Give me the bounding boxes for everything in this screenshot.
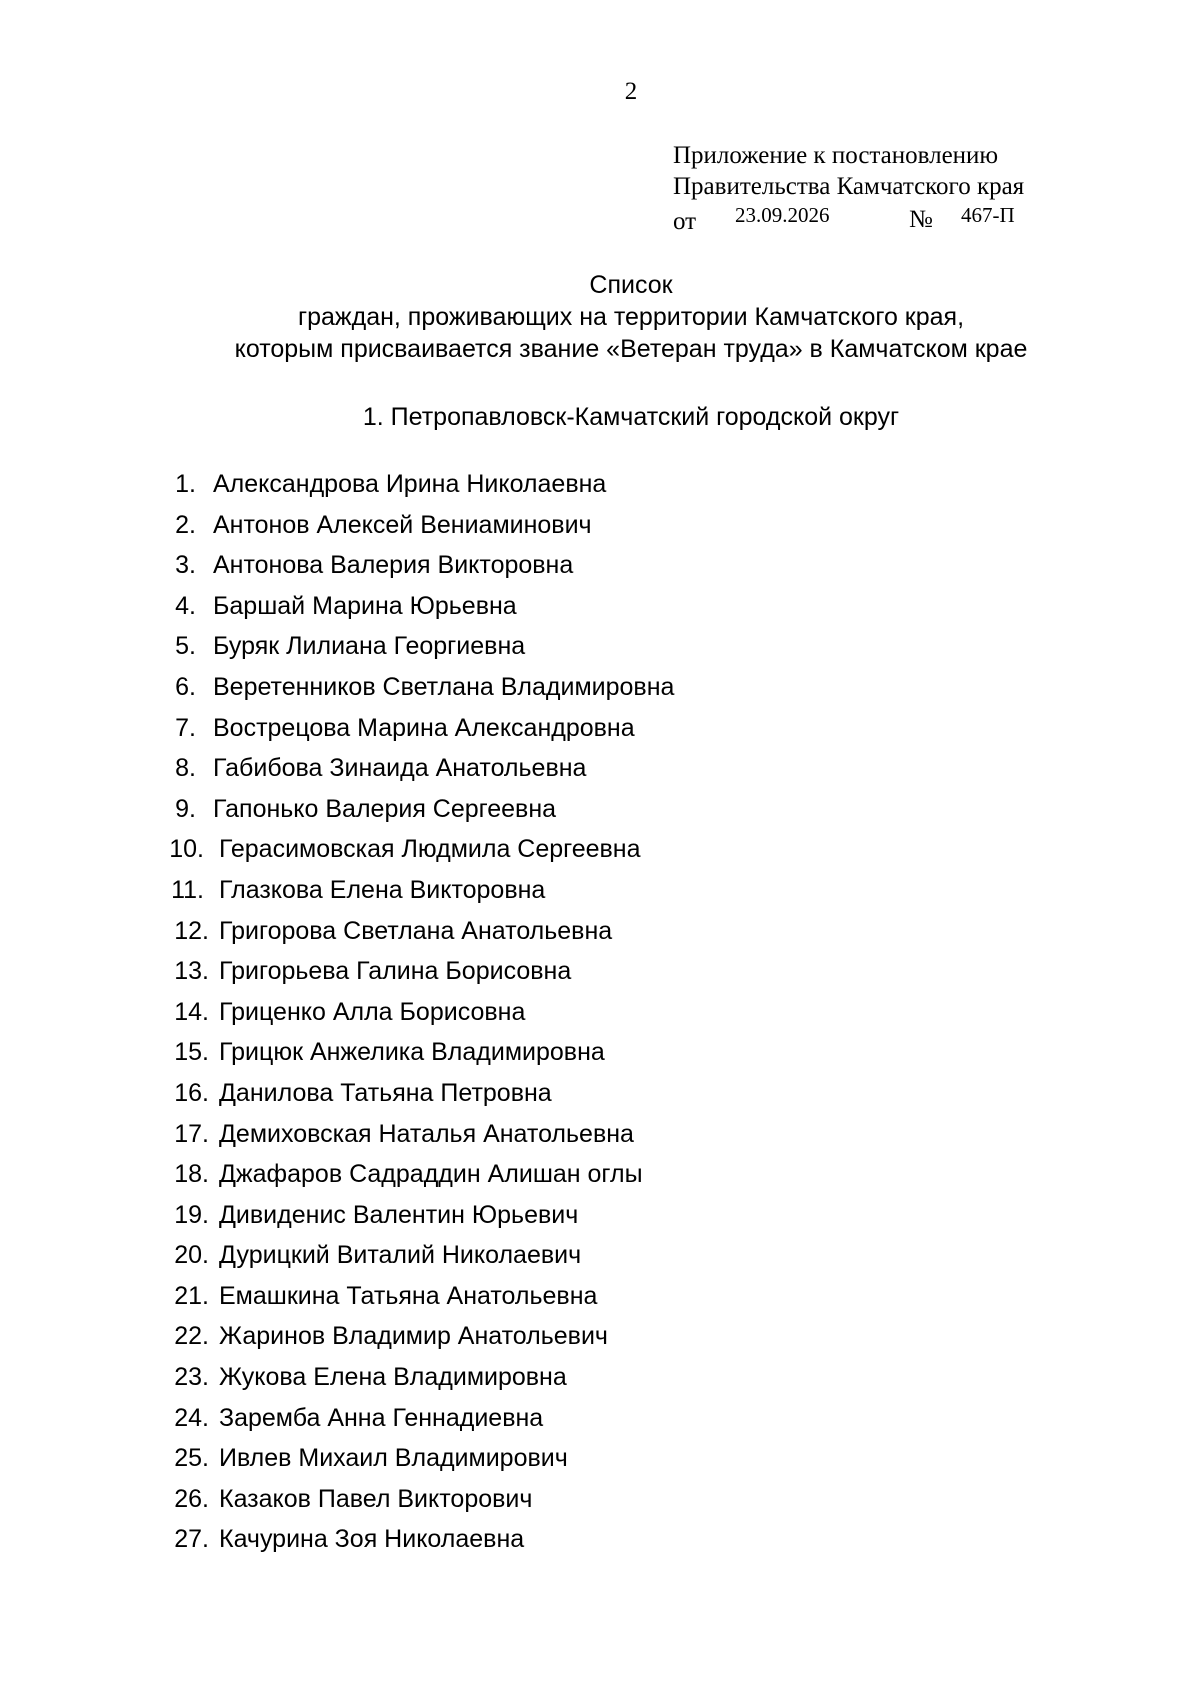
- title-line-3: которым присваивается звание «Ветеран труда» в Камчатском крае: [234, 335, 1028, 363]
- resolution-date: 23.09.2026: [735, 203, 830, 227]
- list-item-number: 16.: [174, 1078, 209, 1107]
- number-label: №: [909, 206, 933, 233]
- appendix-header: [673, 140, 1024, 233]
- list-item-name: Габибова Зинаида Анатольевна: [213, 754, 587, 783]
- list-item-number: 21.: [174, 1281, 209, 1310]
- list-item-number: 10.: [169, 835, 204, 864]
- list-item-number: 2.: [175, 510, 196, 539]
- list-item-name: Антонова Валерия Викторовна: [213, 551, 574, 580]
- list-item-number: 27.: [174, 1525, 209, 1554]
- list-item-number: 3.: [175, 551, 196, 580]
- list-item-name: Жукова Елена Владимировна: [219, 1363, 567, 1392]
- list-item-name: Демиховская Наталья Анатольевна: [219, 1119, 634, 1148]
- from-label: от: [673, 208, 697, 235]
- list-item-number: 12.: [174, 916, 209, 945]
- title-line-1: Список: [589, 271, 673, 299]
- document-title: [0, 269, 1200, 365]
- list-item-number: 14.: [174, 997, 209, 1026]
- list-item-name: Глазкова Елена Викторовна: [219, 875, 546, 904]
- list-item-number: 5.: [175, 632, 196, 661]
- page-number: 2: [624, 78, 638, 105]
- list-item-number: 7.: [175, 713, 196, 742]
- list-item-name: Гриценко Алла Борисовна: [219, 997, 526, 1026]
- list-item-name: Веретенников Светлана Владимировна: [213, 672, 675, 701]
- list-item-number: 15.: [174, 1038, 209, 1067]
- list-item-name: Антонов Алексей Вениаминович: [213, 510, 592, 539]
- list-item-name: Баршай Марина Юрьевна: [213, 591, 517, 620]
- list-item-name: Грицюк Анжелика Владимировна: [219, 1038, 605, 1067]
- list-item-number: 18.: [174, 1160, 209, 1189]
- list-item-name: Вострецова Марина Александровна: [213, 713, 635, 742]
- list-item-name: Качурина Зоя Николаевна: [219, 1525, 525, 1554]
- list-item-number: 26.: [174, 1484, 209, 1513]
- list-item-name: Джафаров Садраддин Алишан оглы: [219, 1160, 643, 1189]
- list-item-name: Гапонько Валерия Сергеевна: [213, 794, 557, 823]
- list-item-number: 25.: [174, 1444, 209, 1473]
- list-item-number: 11.: [171, 875, 204, 904]
- list-item-number: 20.: [174, 1241, 209, 1270]
- list-item-number: 13.: [174, 957, 209, 986]
- appendix-line-2: Правительства Камчатского края: [673, 173, 1025, 200]
- list-item-name: Заремба Анна Геннадиевна: [219, 1403, 544, 1432]
- list-item-number: 19.: [174, 1200, 209, 1229]
- list-item-number: 6.: [175, 672, 196, 701]
- list-item-number: 22.: [174, 1322, 209, 1351]
- list-item-name: Григорова Светлана Анатольевна: [219, 916, 613, 945]
- list-item-name: Герасимовская Людмила Сергеевна: [219, 835, 641, 864]
- list-item-name: Данилова Татьяна Петровна: [219, 1078, 552, 1107]
- list-item-name: Дивиденис Валентин Юрьевич: [219, 1200, 579, 1229]
- list-item-number: 23.: [174, 1363, 209, 1392]
- section-heading: 1. Петропавловск-Камчатский городской округ: [362, 403, 900, 431]
- list-item-name: Александрова Ирина Николаевна: [213, 470, 607, 498]
- resolution-number: 467-П: [961, 203, 1015, 227]
- list-item-name: Емашкина Татьяна Анатольевна: [219, 1281, 598, 1310]
- list-item-name: Григорьева Галина Борисовна: [219, 957, 572, 986]
- list-item-name: Жаринов Владимир Анатольевич: [219, 1322, 608, 1351]
- title-line-2: граждан, проживающих на территории Камчатского края,: [297, 303, 965, 331]
- list-item-name: Ивлев Михаил Владимирович: [219, 1444, 568, 1473]
- list-item-name: Казаков Павел Викторович: [219, 1484, 533, 1513]
- list-item-name: Буряк Лилиана Георгиевна: [213, 632, 526, 661]
- list-item-name: Дурицкий Виталий Николаевич: [219, 1241, 582, 1270]
- list-item-number: 9.: [175, 794, 196, 823]
- appendix-date-line: [673, 202, 1024, 233]
- appendix-line-1: Приложение к постановлению: [673, 142, 999, 169]
- list-item-number: 24.: [174, 1403, 209, 1432]
- list-item-number: 1.: [175, 470, 196, 498]
- list-item-number: 8.: [175, 754, 196, 783]
- list-item-number: 17.: [174, 1119, 209, 1148]
- list-item-number: 4.: [175, 591, 196, 620]
